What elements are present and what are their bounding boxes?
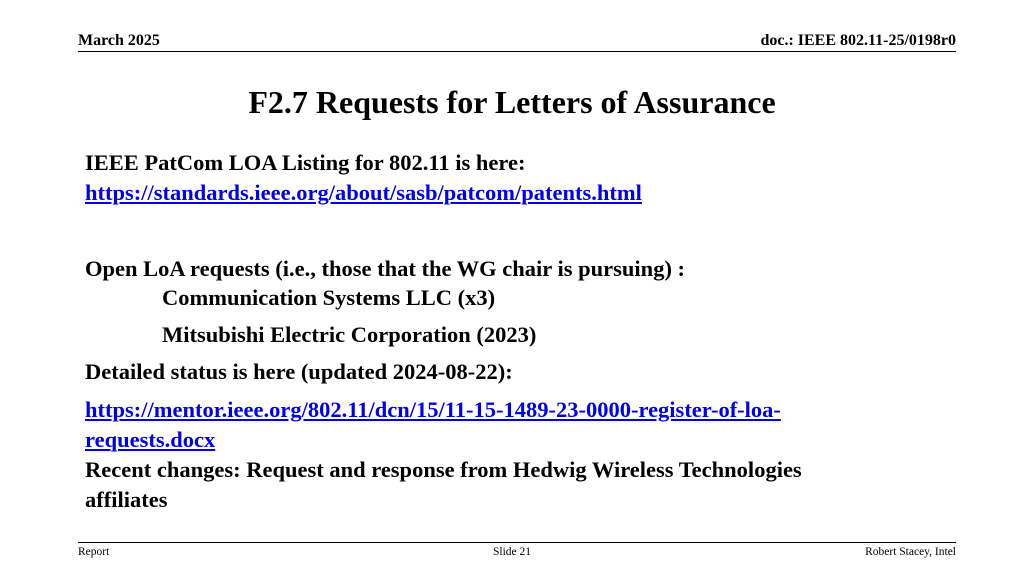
header-doc-id: doc.: IEEE 802.11-25/0198r0 <box>760 32 956 49</box>
recent-changes-continued: affiliates <box>85 487 168 512</box>
header-divider <box>78 51 956 52</box>
footer-author: Robert Stacey, Intel <box>865 546 956 558</box>
footer-divider <box>78 542 956 543</box>
header-date: March 2025 <box>78 32 160 49</box>
open-request-item: Communication Systems LLC (x3) <box>162 285 496 310</box>
open-requests-heading: Open LoA requests (i.e., those that the WG chair is pursuing) : <box>85 256 686 281</box>
status-link[interactable]: https://mentor.ieee.org/802.11/dcn/15/11-15-1489-23-0000-register-of-loa- <box>85 397 781 422</box>
patcom-intro: IEEE PatCom LOA Listing for 802.11 is here: <box>85 150 526 175</box>
status-link-continued[interactable]: requests.docx <box>85 427 216 452</box>
recent-changes: Recent changes: Request and response from Hedwig Wireless Technologies <box>85 457 802 482</box>
patcom-link[interactable]: https://standards.ieee.org/about/sasb/patcom/patents.html <box>85 180 642 205</box>
slide-title: F2.7 Requests for Letters of Assurance <box>248 84 776 120</box>
footer-left: Report <box>78 546 110 558</box>
status-text: Detailed status is here (updated 2024-08-22): <box>85 359 513 384</box>
open-request-item: Mitsubishi Electric Corporation (2023) <box>162 322 537 347</box>
slide-number: Slide 21 <box>492 546 531 558</box>
